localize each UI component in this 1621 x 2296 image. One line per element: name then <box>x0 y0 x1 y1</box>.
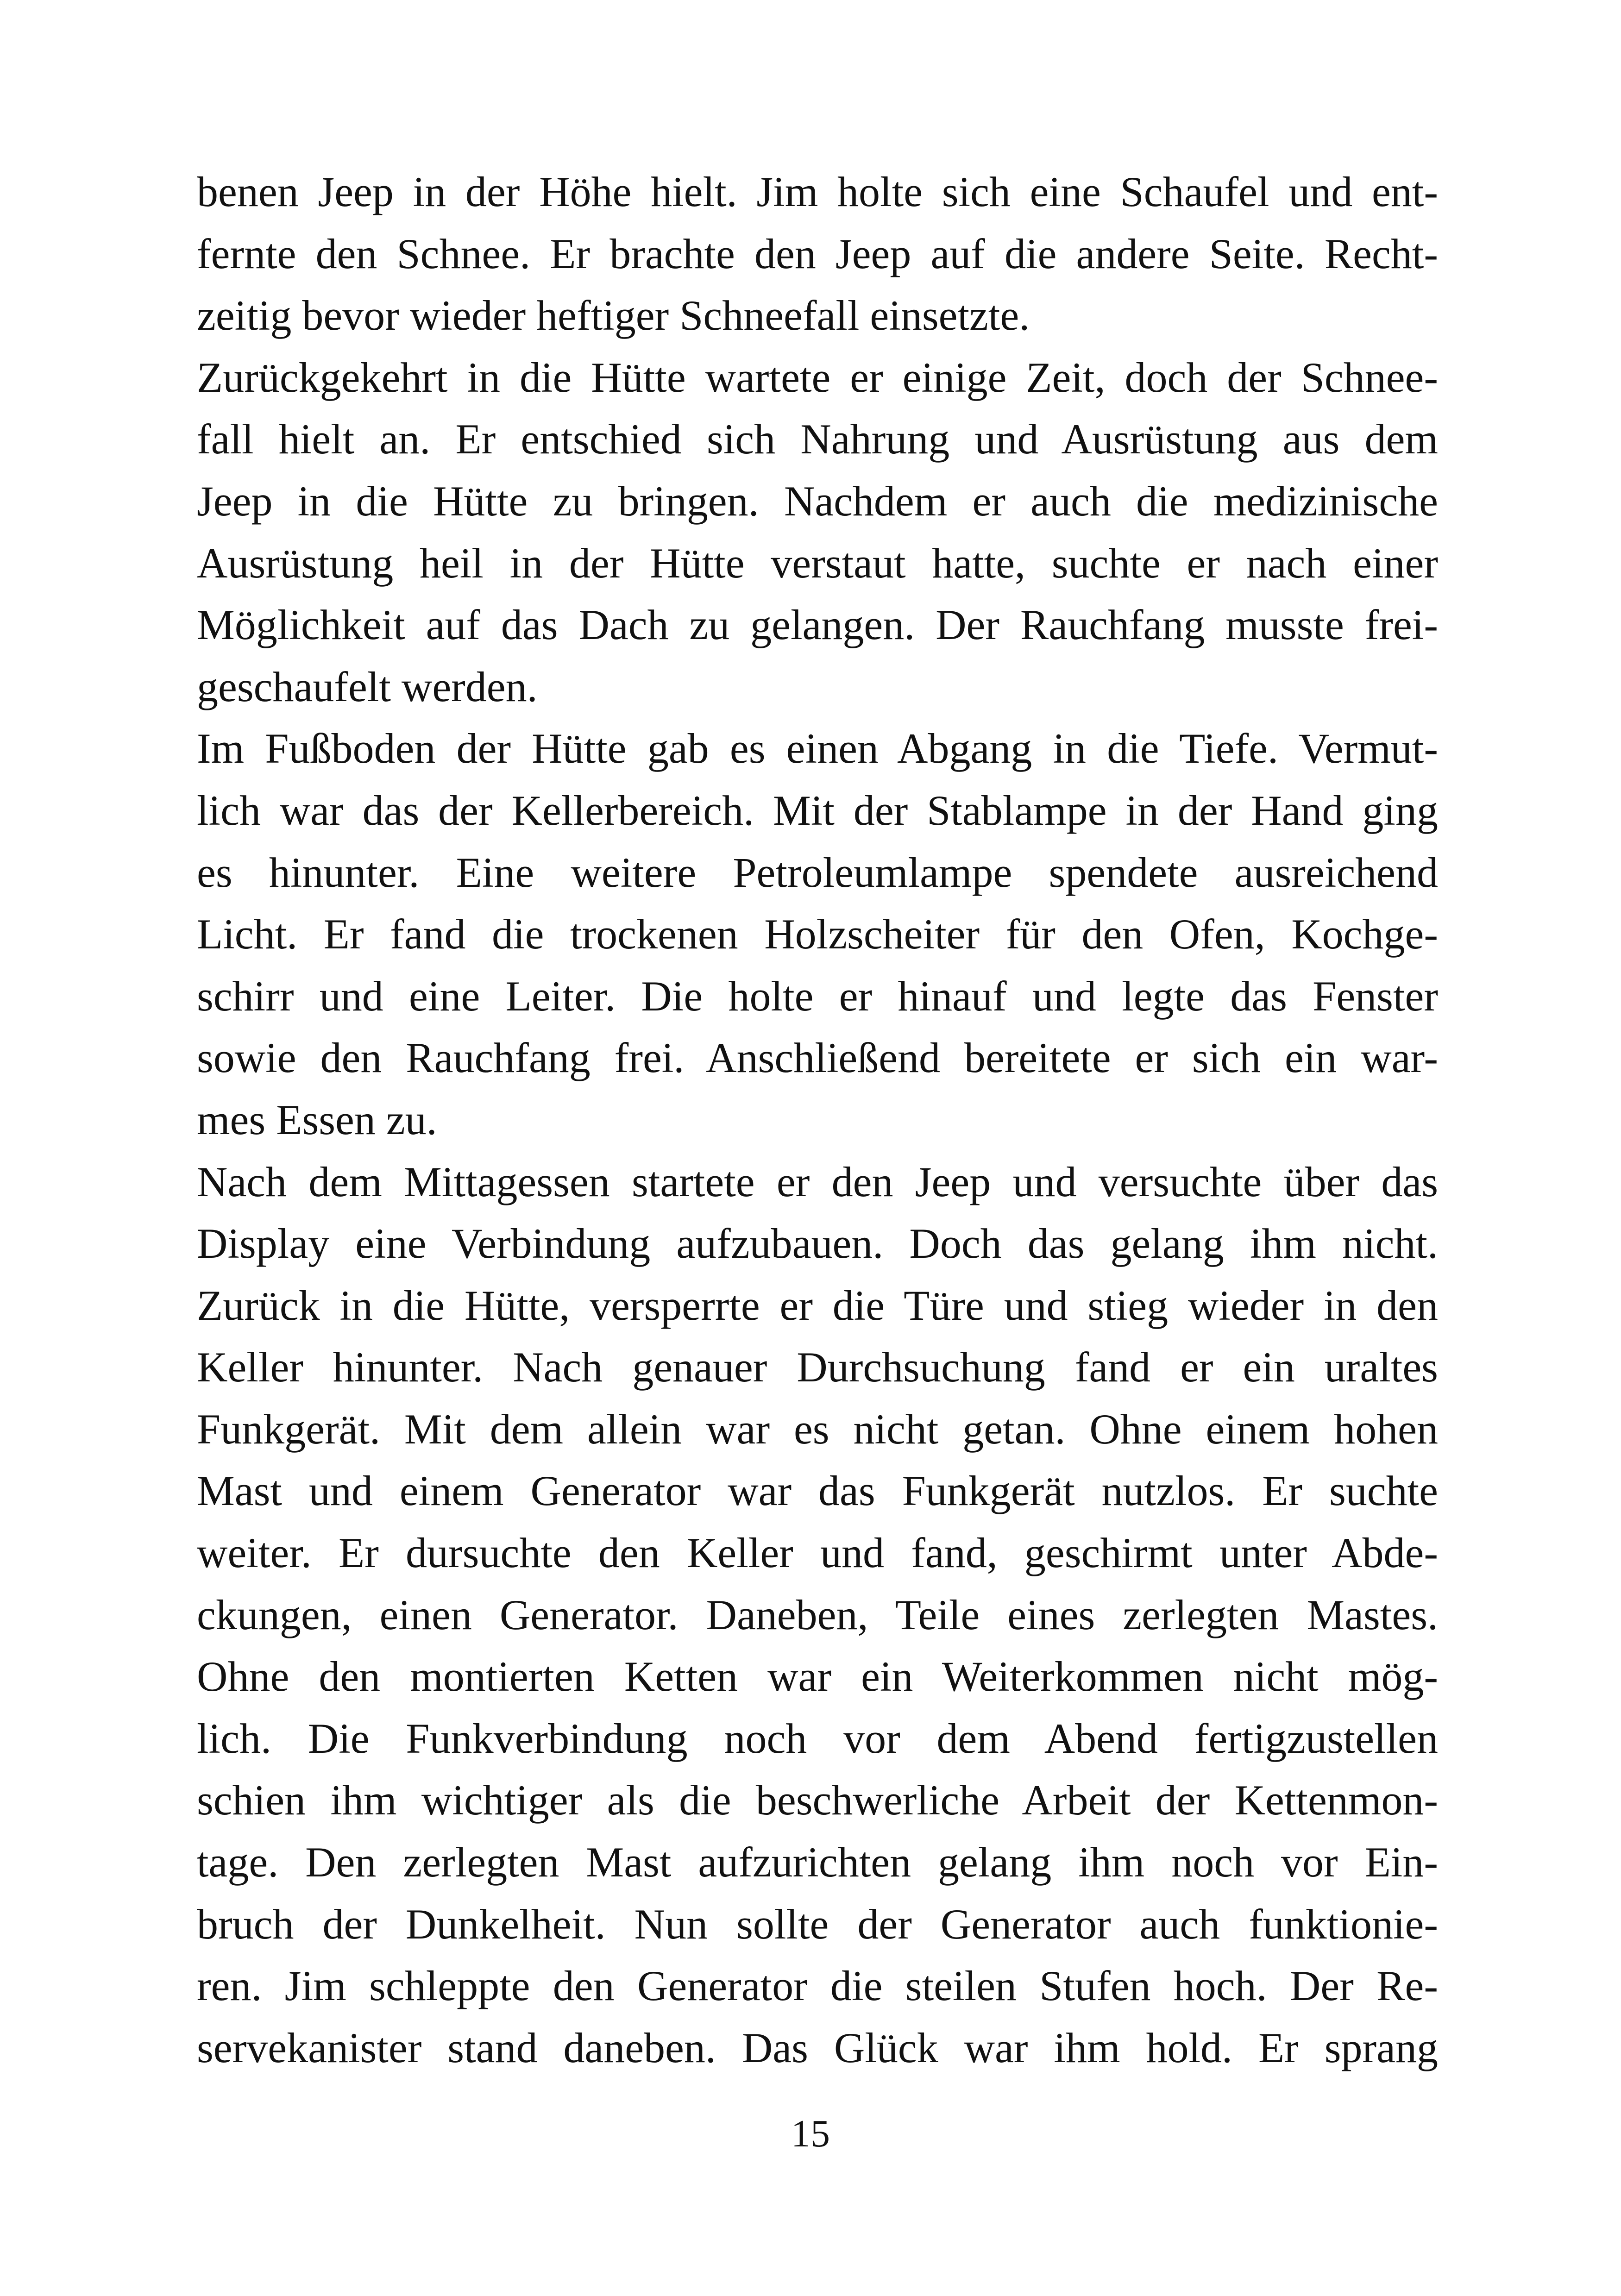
text-line: es hinunter. Eine weitere Petroleumlampe spendete ausreichend <box>197 848 1438 896</box>
text-line: fernte den Schnee. Er brachte den Jeep auf die andere Seite. Recht- <box>197 230 1438 277</box>
text-line: schien ihm wichtiger als die beschwerliche Arbeit der Kettenmon- <box>197 1776 1438 1824</box>
text-line: ckungen, einen Generator. Daneben, Teile eines zerlegten Mastes. <box>197 1591 1438 1638</box>
text-line: Mast und einem Generator war das Funkgerät nutzlos. Er suchte <box>197 1467 1438 1515</box>
text-line: Ausrüstung heil in der Hütte verstaut hatte, suchte er nach einer <box>197 539 1438 587</box>
text-line: benen Jeep in der Höhe hielt. Jim holte sich eine Schaufel und ent- <box>197 168 1438 215</box>
text-line: ren. Jim schleppte den Generator die steilen Stufen hoch. Der Re- <box>197 1962 1438 2010</box>
text-line: fall hielt an. Er entschied sich Nahrung und Ausrüstung aus dem <box>197 415 1438 463</box>
text-line: Zurückgekehrt in die Hütte wartete er einige Zeit, doch der Schnee- <box>197 353 1438 401</box>
text-line: Funkgerät. Mit dem allein war es nicht getan. Ohne einem hohen <box>197 1405 1438 1453</box>
text-line: Jeep in die Hütte zu bringen. Nachdem er auch die medizinische <box>197 477 1438 525</box>
text-line: lich war das der Kellerbereich. Mit der Stablampe in der Hand ging <box>197 786 1438 834</box>
body-text <box>197 161 1438 2079</box>
text-line: lich. Die Funkverbindung noch vor dem Abend fertigzustellen <box>197 1714 1438 1762</box>
text-line: zeitig bevor wieder heftiger Schneefall einsetzte. <box>197 292 1030 339</box>
text-line: sowie den Rauchfang frei. Anschließend bereitete er sich ein war- <box>197 1034 1438 1082</box>
text-line: weiter. Er dursuchte den Keller und fand, geschirmt unter Abde- <box>197 1529 1438 1577</box>
text-line: Zurück in die Hütte, versperrte er die Türe und stieg wieder in den <box>197 1281 1438 1329</box>
page-number: 15 <box>791 2112 830 2155</box>
text-line: schirr und eine Leiter. Die holte er hinauf und legte das Fenster <box>197 972 1438 1020</box>
text-line: Möglichkeit auf das Dach zu gelangen. Der Rauchfang musste frei- <box>197 601 1438 649</box>
text-line: Display eine Verbindung aufzubauen. Doch das gelang ihm nicht. <box>197 1220 1438 1267</box>
text-line: geschaufelt werden. <box>197 663 538 710</box>
text-line: Licht. Er fand die trockenen Holzscheiter für den Ofen, Kochge- <box>197 910 1438 958</box>
text-line: Im Fußboden der Hütte gab es einen Abgang in die Tiefe. Vermut- <box>197 725 1438 772</box>
text-line: tage. Den zerlegten Mast aufzurichten gelang ihm noch vor Ein- <box>197 1838 1438 1886</box>
text-line: Keller hinunter. Nach genauer Durchsuchung fand er ein uraltes <box>197 1343 1438 1391</box>
text-line: Nach dem Mittagessen startete er den Jeep und versuchte über das <box>197 1158 1438 1205</box>
text-line: bruch der Dunkelheit. Nun sollte der Generator auch funktionie- <box>197 1900 1438 1948</box>
text-line: mes Essen zu. <box>197 1096 437 1143</box>
text-line: servekanister stand daneben. Das Glück war ihm hold. Er sprang <box>197 2024 1438 2071</box>
text-line: Ohne den montierten Ketten war ein Weiterkommen nicht mög- <box>197 1653 1438 1700</box>
